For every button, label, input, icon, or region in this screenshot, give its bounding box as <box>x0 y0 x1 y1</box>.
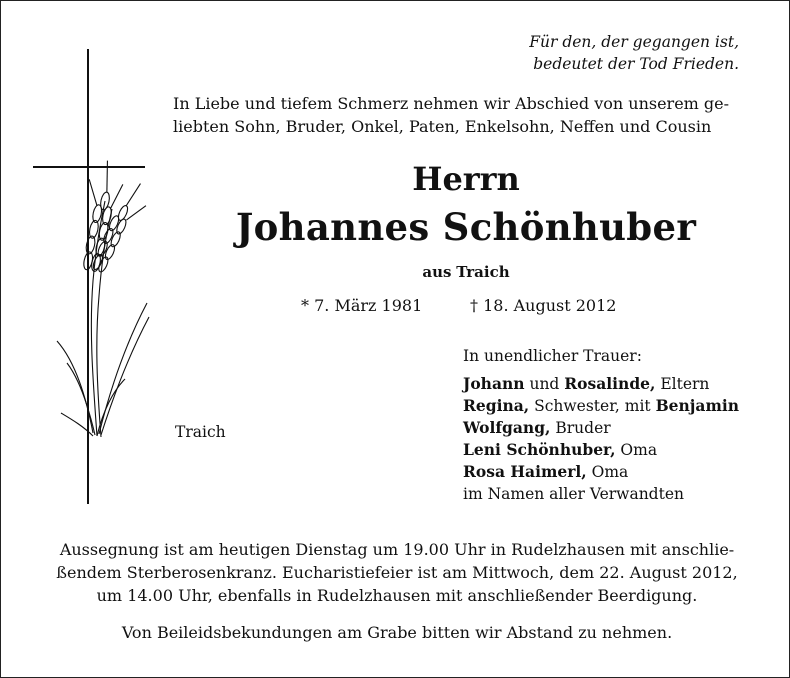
salutation: Herrn <box>412 160 520 198</box>
intro-line: In Liebe und tiefem Schmerz nehmen wir Abschied von unserem ge- <box>173 94 730 113</box>
mourner-name: Wolfgang, <box>463 418 551 437</box>
announcement-line: um 14.00 Uhr, ebenfalls in Rudelzhausen mit anschließender Beerdigung. <box>96 586 698 605</box>
intro-line: liebten Sohn, Bruder, Onkel, Paten, Enkelsohn, Neffen und Cousin <box>173 117 712 136</box>
mourner-relation: Bruder <box>550 419 611 437</box>
announcement-line: Aussegnung ist am heutigen Dienstag um 19.00 Uhr in Rudelzhausen mit anschlie- <box>59 540 735 559</box>
intro-text <box>173 92 759 138</box>
mourner-row <box>463 461 739 483</box>
announcement-line: ßendem Sterberosenkranz. Eucharistiefeier ist am Mittwoch, dem 22. August 2012, <box>56 563 738 582</box>
mourner-name: Rosalinde, <box>564 374 656 393</box>
mourner-name: Regina, <box>463 396 530 415</box>
death-date: † 18. August 2012 <box>470 296 617 315</box>
place-label: Traich <box>175 423 226 441</box>
mourner-name: Leni Schönhuber, <box>463 440 616 459</box>
motto <box>471 31 739 75</box>
mourner-name: Rosa Haimerl, <box>463 462 587 481</box>
mourner-conjunction: und <box>524 375 565 393</box>
mourner-row <box>463 417 739 439</box>
mourner-row: im Namen aller Verwandten <box>463 485 684 503</box>
origin-prefix: aus <box>422 263 452 281</box>
motto-line: Für den, der gegangen ist, <box>529 33 739 51</box>
origin <box>1 262 790 282</box>
closing-note: Von Beileidsbekundungen am Grabe bitten wir Abstand zu nehmen. <box>121 623 673 642</box>
mourners-lead: In unendlicher Trauer: <box>463 347 642 365</box>
birth-date: * 7. März 1981 <box>301 296 423 315</box>
origin-place: Traich <box>456 263 510 281</box>
mourner-row <box>463 395 739 417</box>
mourner-row <box>463 373 739 395</box>
deceased-name: Johannes Schönhuber <box>235 205 697 249</box>
motto-line: bedeutet der Tod Frieden. <box>533 55 739 73</box>
mourner-row <box>463 439 739 461</box>
funeral-announcement <box>27 538 767 607</box>
mourner-name: Benjamin <box>655 396 740 415</box>
mourner-relation: Eltern <box>655 375 710 393</box>
mourners-list <box>463 345 739 505</box>
mourner-relation: Schwester, mit <box>529 397 656 415</box>
mourner-relation: Oma <box>615 441 658 459</box>
mourner-relation: Oma <box>586 463 629 481</box>
mourner-name: Johann <box>463 374 525 393</box>
